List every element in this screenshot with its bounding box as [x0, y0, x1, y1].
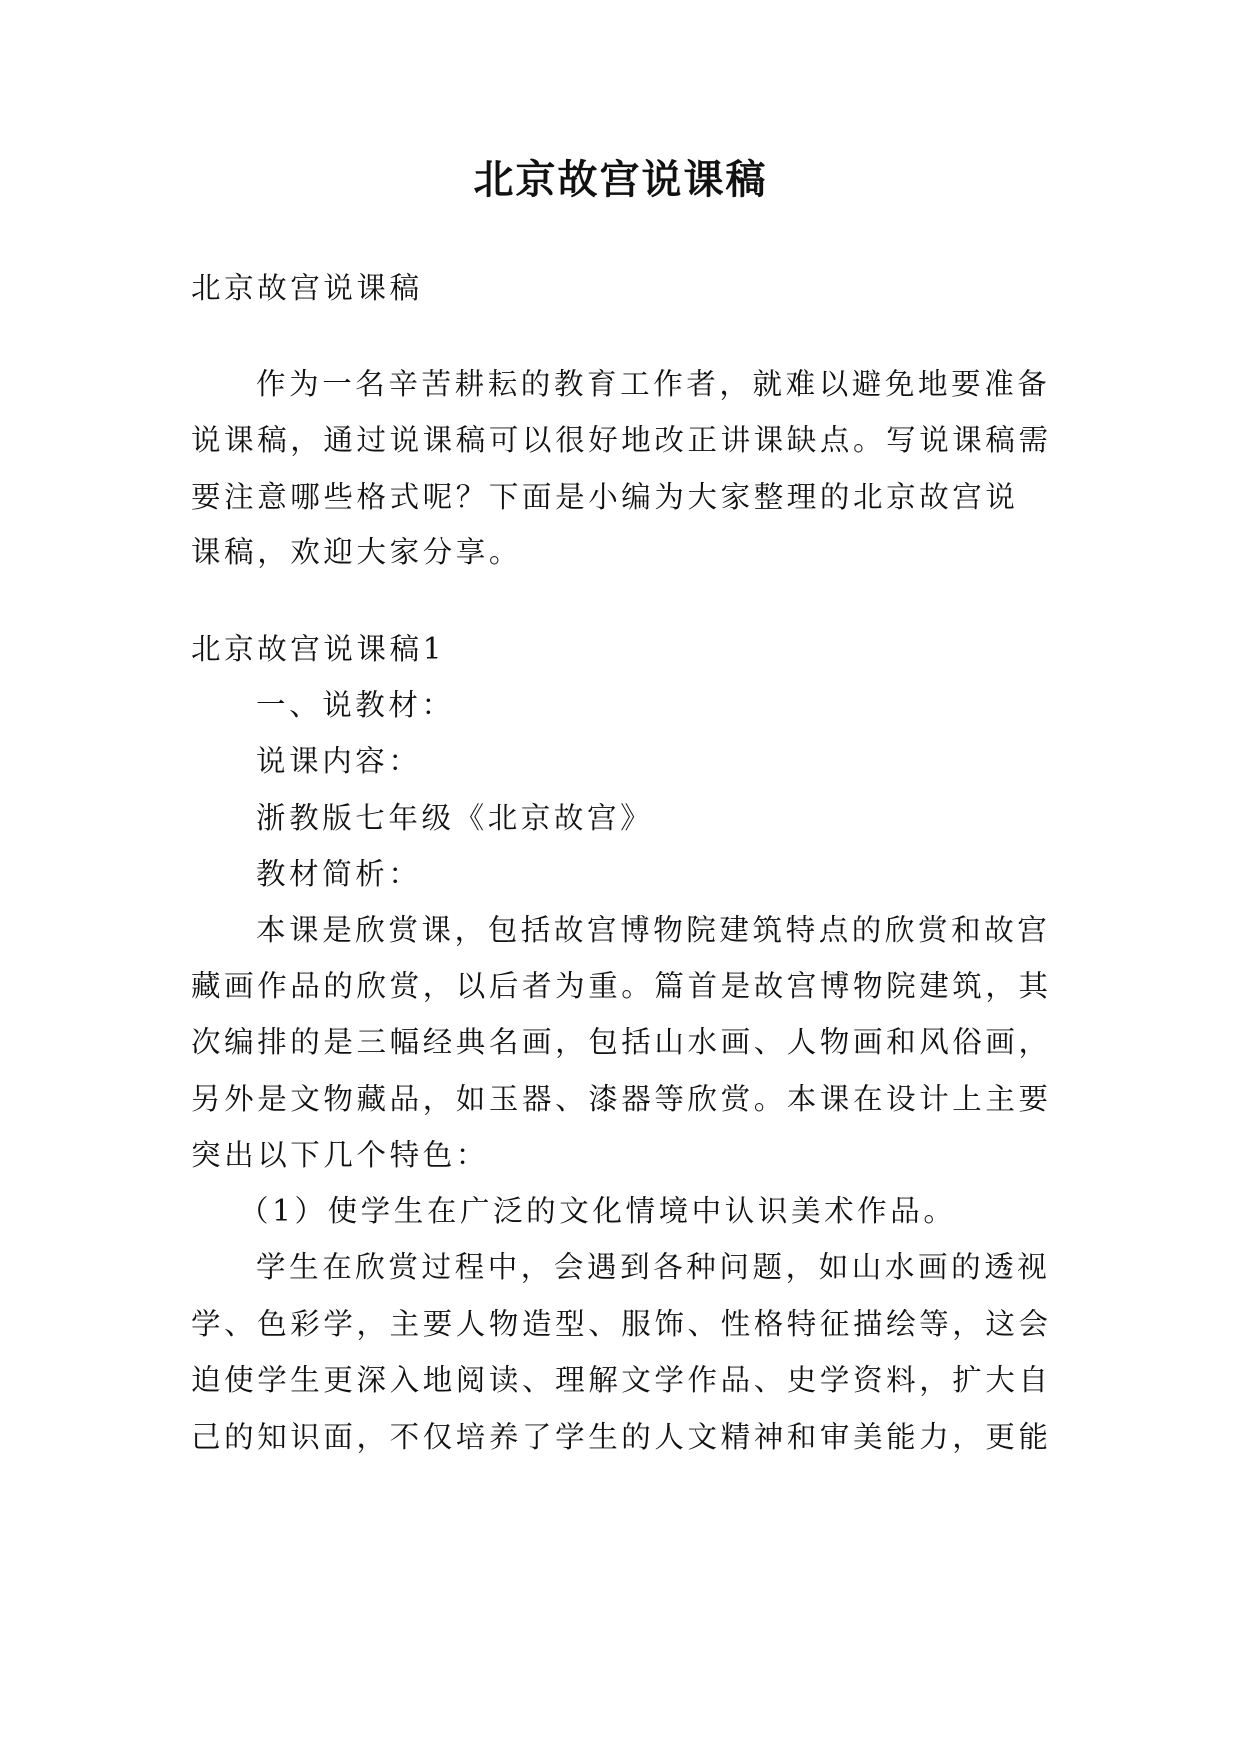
- section-line: 浙教版七年级《北京故宫》: [256, 801, 654, 835]
- analysis-line: 另外是文物藏品，如玉器、漆器等欣赏。本课在设计上主要: [191, 1082, 1052, 1116]
- document-subtitle: 北京故宫说课稿: [191, 271, 423, 305]
- analysis-line: 次编排的是三幅经典名画，包括山水画、人物画和风俗画，: [191, 1025, 1052, 1059]
- intro-line: 作为一名辛苦耕耘的教育工作者，就难以避免地要准备: [256, 367, 1051, 401]
- section-line: 教材简析：: [256, 857, 422, 891]
- analysis-line: 藏画作品的欣赏，以后者为重。篇首是故宫博物院建筑，其: [191, 969, 1052, 1003]
- intro-line: 说课稿，通过说课稿可以很好地改正讲课缺点。写说课稿需: [191, 423, 1052, 457]
- document-title: 北京故宫说课稿: [473, 156, 768, 203]
- closing-line: 迫使学生更深入地阅读、理解文学作品、史学资料，扩大自: [191, 1363, 1052, 1397]
- section-line: 说课内容：: [256, 744, 422, 778]
- intro-line: 课稿，欢迎大家分享。: [191, 535, 523, 569]
- analysis-line: 突出以下几个特色：: [191, 1138, 489, 1172]
- closing-line: 己的知识面，不仅培养了学生的人文精神和审美能力，更能: [191, 1420, 1052, 1454]
- point-line: （1）使学生在广泛的文化情境中认识美术作品。: [239, 1194, 957, 1228]
- closing-line: 学生在欣赏过程中，会遇到各种问题，如山水画的透视: [256, 1250, 1051, 1284]
- section-heading: 北京故宫说课稿1: [191, 632, 446, 666]
- analysis-line: 本课是欣赏课，包括故宫博物院建筑特点的欣赏和故宫: [256, 913, 1051, 947]
- intro-line: 要注意哪些格式呢？下面是小编为大家整理的北京故宫说: [191, 480, 1019, 514]
- section-line: 一、说教材：: [256, 688, 455, 722]
- closing-line: 学、色彩学，主要人物造型、服饰、性格特征描绘等，这会: [191, 1307, 1052, 1341]
